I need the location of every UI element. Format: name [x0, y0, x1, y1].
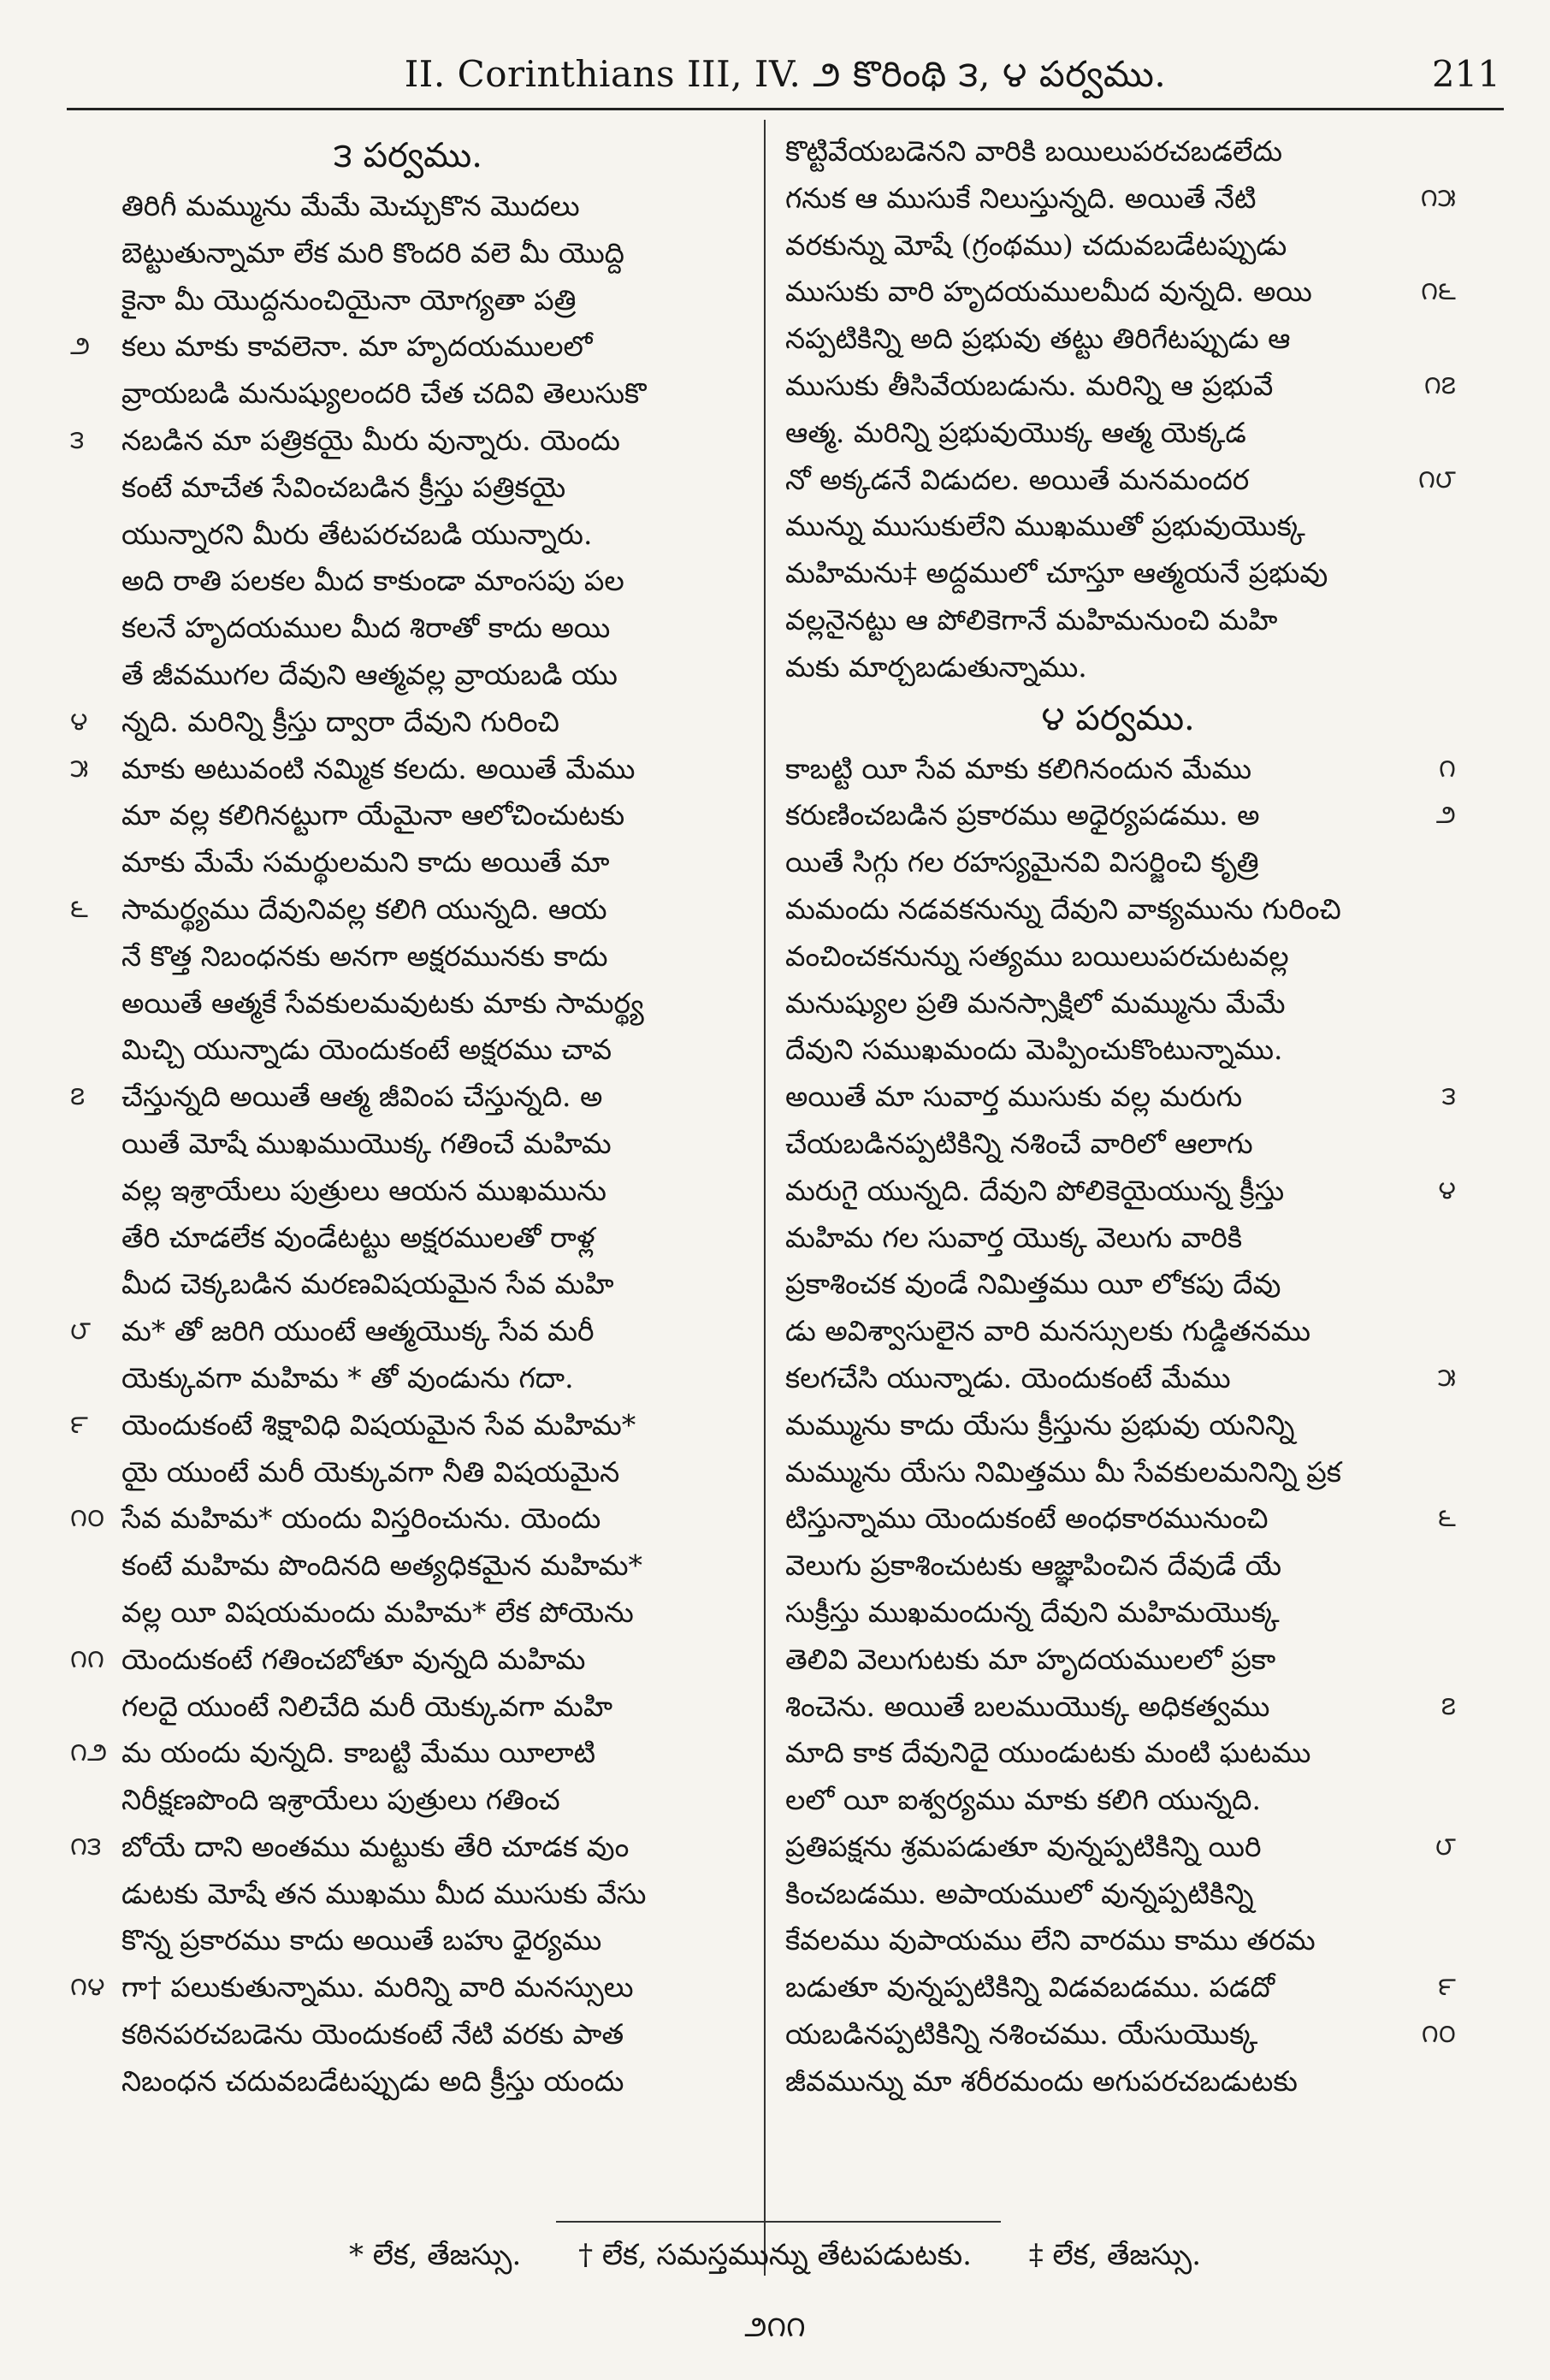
line-text: వల్ల యీ విషయమందు మహిమ* లేక పోయెను — [121, 1595, 634, 1629]
text-line — [70, 1355, 746, 1402]
line-text: న్నది. మరిన్ని క్రీస్తు ద్వారా దేవుని గురించి — [121, 704, 559, 738]
line-text: యితే మోషే ముఖముయొక్క గతించే మహిమ — [121, 1126, 612, 1160]
footnote-1: * లేక, తేజస్సు. — [348, 2238, 522, 2272]
verse-number: ౧౮ — [1417, 464, 1456, 494]
line-text: కఠినపరచబడెను యెందుకంటే నేటి వరకు పాత — [121, 2017, 624, 2051]
column-divider — [764, 120, 766, 2276]
line-text: ప్రకాశించక వుండే నిమిత్తము యీ లోకపు దేవు — [785, 1267, 1281, 1301]
text-line — [780, 222, 1456, 269]
line-text: చేయబడినప్పటికిన్ని నశించే వారిలో ఆలాగు — [785, 1126, 1253, 1160]
text-line — [70, 1027, 746, 1074]
verse-number: ౧౬ — [1421, 276, 1456, 307]
text-line — [780, 1449, 1456, 1496]
line-text: బెట్టుతున్నామా లేక మరి కొందరి వలె మీ యొద్ది — [121, 235, 624, 269]
page-signature: ౨౧౧ — [744, 2310, 806, 2344]
verse-number: ౧౦ — [70, 1503, 105, 1534]
line-text: శించెను. అయితే బలముయొక్క అధికత్వము — [785, 1689, 1270, 1723]
text-line — [70, 370, 746, 417]
text-line — [70, 1215, 746, 1262]
line-text: మున్ను ముసుకులేని ముఖముతో ప్రభువుయొక్క — [785, 509, 1305, 543]
line-text: కొట్టివేయబడెనని వారికి బయిలుపరచబడలేదు — [785, 134, 1283, 168]
line-text: సుక్రీస్తు ముఖమందున్న దేవుని మహిమయొక్క — [785, 1595, 1280, 1629]
text-line — [780, 1542, 1456, 1590]
line-text: కంటే మాచేత సేవించబడిన క్రీస్తు పత్రికయై — [121, 470, 566, 504]
text-line — [780, 839, 1456, 886]
left-column — [70, 128, 746, 2105]
line-text: మకు మార్చబడుతున్నాము. — [785, 649, 1087, 684]
text-line — [70, 1261, 746, 1308]
text-line — [70, 1402, 746, 1449]
text-line — [780, 886, 1456, 933]
text-line — [780, 644, 1456, 691]
footnote-2: † లేక, సమస్తమున్ను తేటపడుటకు. — [578, 2238, 972, 2272]
text-line — [780, 1684, 1456, 1731]
line-text: వల్లనైనట్టు ఆ పోలికెగానే మహిమనుంచి మహి — [785, 602, 1278, 636]
text-line — [780, 2011, 1456, 2058]
text-line — [780, 1777, 1456, 1824]
line-text: యబడినప్పటికిన్ని నశించము. యేసుయొక్క — [785, 2017, 1258, 2051]
verse-number: ౩ — [70, 424, 85, 455]
chapter-heading-4: ౪ పర్వము. — [1041, 698, 1195, 738]
line-text: తే జీవముగల దేవుని ఆత్మవల్ల వ్రాయబడి యు — [121, 657, 618, 691]
text-line — [780, 1871, 1456, 1918]
line-text: తెలివి వెలుగుటకు మా హృదయములలో ప్రకా — [785, 1642, 1276, 1676]
line-text: కలగచేసి యున్నాడు. యెందుకంటే మేము — [785, 1360, 1231, 1394]
text-line — [70, 512, 746, 559]
verse-number: ౧౨ — [70, 1738, 108, 1768]
text-line — [70, 1168, 746, 1215]
line-text: లలో యీ ఐశ్వర్యము మాకు కలిగి యున్నది. — [785, 1783, 1261, 1817]
verse-number: ౨ — [1435, 800, 1456, 831]
line-text: కలు మాకు కావలెనా. మా హృదయములలో — [121, 329, 593, 364]
line-text: మమందు నడవకనున్ను దేవుని వాక్యమును గురించి — [785, 891, 1341, 926]
line-text: మనుష్యుల ప్రతి మనస్సాక్షిలో మమ్మును మేమే — [785, 986, 1286, 1020]
line-text: నిరీక్షణపొంది ఇశ్రాయేలు పుత్రులు గతించ — [121, 1783, 560, 1817]
text-line — [70, 2011, 746, 2058]
line-text: మాది కాక దేవునిదై యుండుటకు మంటి ఘటము — [785, 1736, 1311, 1770]
line-text: సామర్థ్యము దేవునివల్ల కలిగి యున్నది. ఆయ — [121, 891, 607, 926]
line-text: ముసుకు వారి హృదయములమీద వున్నది. అయి — [785, 275, 1312, 309]
line-text: యై యుంటే మరీ యెక్కువగా నీతి విషయమైన — [121, 1454, 620, 1489]
verse-number: ౫ — [1437, 1362, 1456, 1393]
text-line — [780, 457, 1456, 504]
text-line — [70, 1308, 746, 1355]
text-line — [70, 933, 746, 980]
text-line — [70, 605, 746, 652]
line-text: మీద చెక్కబడిన మరణవిషయమైన సేవ మహి — [121, 1267, 614, 1301]
text-line — [70, 183, 746, 230]
running-header — [67, 38, 1504, 110]
text-line — [70, 417, 746, 465]
line-text: తిరిగీ మమ్మును మేమే మెచ్చుకొన మొదలు — [121, 189, 580, 222]
text-line — [780, 1730, 1456, 1777]
text-line — [70, 1777, 746, 1824]
text-line — [70, 1730, 746, 1777]
text-line — [70, 1590, 746, 1637]
text-line — [70, 277, 746, 324]
line-text: యితే సిగ్గు గల రహస్యమైనవి విసర్జించి కృత్రి — [785, 845, 1259, 879]
verse-number: ౧౦ — [1421, 2019, 1456, 2050]
text-line — [780, 1355, 1456, 1402]
text-line — [780, 175, 1456, 222]
text-line — [70, 1495, 746, 1542]
verse-number: ౧౩ — [70, 1831, 102, 1862]
line-text: మమ్మును యేసు నిమిత్తము మీ సేవకులమనిన్ని ప్రక — [785, 1454, 1341, 1489]
line-text: నో అక్కడనే విడుదల. అయితే మనమందర — [785, 462, 1250, 496]
text-line — [70, 1684, 746, 1731]
verse-number: ౭ — [1441, 1690, 1456, 1721]
line-text: మ యందు వున్నది. కాబట్టి మేము యీలాటి — [121, 1736, 596, 1770]
line-text: యెందుకంటే శిక్షావిధి విషయమైన సేవ మహిమ* — [121, 1407, 636, 1442]
text-line — [70, 2058, 746, 2105]
line-text: అయితే ఆత్మకే సేవకులమవుటకు మాకు సామర్థ్య — [121, 986, 644, 1020]
verse-number: ౬ — [1438, 1503, 1456, 1534]
line-text: వెలుగు ప్రకాశించుటకు ఆజ్ఞాపించిన దేవుడే యే — [785, 1548, 1282, 1583]
text-line — [780, 1121, 1456, 1168]
line-text: వంచించకనున్ను సత్యము బయిలుపరచుటవల్ల — [785, 938, 1289, 973]
line-text: నబడిన మా పత్రికయై మీరు వున్నారు. యెందు — [121, 423, 620, 457]
text-line — [70, 230, 746, 277]
text-line — [780, 933, 1456, 980]
line-text: మ* తో జరిగి యుంటే ఆత్మయొక్క సేవ మరీ — [121, 1314, 595, 1348]
text-line — [780, 792, 1456, 839]
line-text: ఆత్మ. మరిన్ని ప్రభువుయొక్క ఆత్మ యెక్కడ — [785, 415, 1246, 449]
text-line — [70, 1121, 746, 1168]
text-line — [70, 1871, 746, 1918]
text-line — [70, 1637, 746, 1684]
text-line — [70, 886, 746, 933]
verse-number: ౫ — [70, 753, 89, 784]
text-line — [780, 1168, 1456, 1215]
text-line — [780, 2058, 1456, 2105]
line-text: మహిమ గల సువార్త యొక్క వెలుగు వారికి — [785, 1220, 1243, 1254]
line-text: మా వల్ల కలిగినట్టుగా యేమైనా ఆలోచించుటకు — [121, 798, 625, 832]
verse-number: ౪ — [1438, 1175, 1456, 1205]
verse-number: ౭ — [70, 1081, 86, 1112]
text-line — [780, 410, 1456, 457]
verse-number: ౯ — [1438, 1972, 1456, 2003]
text-line — [70, 1449, 746, 1496]
right-text-lines-top — [780, 128, 1456, 691]
text-line — [70, 652, 746, 699]
right-column — [780, 128, 1456, 2105]
verse-number: ౨ — [70, 331, 91, 362]
line-text: కంటే మహిమ పొందినది అత్యధికమైన మహిమ* — [121, 1548, 643, 1583]
verse-number: ౧౧ — [70, 1643, 104, 1674]
text-line — [780, 128, 1456, 175]
text-line — [780, 1495, 1456, 1542]
text-line — [780, 1402, 1456, 1449]
line-text: జీవమున్ను మా శరీరమందు అగుపరచబడుటకు — [785, 2063, 1298, 2098]
line-text: కాబట్టి యీ సేవ మాకు కలిగినందున మేము — [785, 751, 1252, 785]
text-line — [70, 323, 746, 370]
text-line — [780, 1590, 1456, 1637]
line-text: మాకు అటువంటి నమ్మిక కలదు. అయితే మేము — [121, 751, 636, 785]
text-line — [780, 1215, 1456, 1262]
verse-number: ౧౭ — [1423, 370, 1456, 400]
text-line — [70, 465, 746, 512]
line-text: దేవుని సముఖమందు మెప్పించుకొంటున్నాము. — [785, 1033, 1283, 1067]
right-text-lines-bottom — [780, 746, 1456, 2105]
text-line — [780, 980, 1456, 1027]
footnotes — [0, 2238, 1550, 2279]
text-line — [780, 1074, 1456, 1121]
line-text: వరకున్ను మోషే (గ్రంథము) చదువబడేటప్పుడు — [785, 228, 1287, 262]
text-line — [70, 839, 746, 886]
line-text: తేరి చూడలేక వుండేటట్టు అక్షరములతో రాళ్ల — [121, 1220, 595, 1254]
line-text: మమ్మును కాదు యేసు క్రీస్తును ప్రభువు యనిన్ని — [785, 1407, 1295, 1442]
line-text: టిస్తున్నాము యెందుకంటే అంధకారమునుంచి — [785, 1501, 1269, 1536]
text-line — [70, 1824, 746, 1871]
line-text: కేవలము వుపాయము లేని వారము కాము తరమ — [785, 1923, 1316, 1957]
line-text: బోయే దాని అంతము మట్టుకు తేరి చూడక వుం — [121, 1829, 630, 1863]
line-text: మరుగై యున్నది. దేవుని పోలికెయైయున్న క్రీస్తు — [785, 1173, 1285, 1207]
line-text: డుటకు మోషే తన ముఖము మీద ముసుకు వేసు — [121, 1876, 647, 1910]
line-text: నప్పటికిన్ని అది ప్రభువు తట్టు తిరిగేటప్పుడు ఆ — [785, 322, 1291, 356]
text-line — [70, 558, 746, 605]
line-text: నే కొత్త నిబంధనకు అనగా అక్షరమునకు కాదు — [121, 938, 608, 973]
line-text: గలదై యుంటే నిలిచేది మరీ యెక్కువగా మహి — [121, 1689, 613, 1723]
text-line — [70, 792, 746, 839]
line-text: మాకు మేమే సమర్థులమని కాదు అయితే మా — [121, 845, 610, 879]
line-text: అది రాతి పలకల మీద కాకుండా మాంసపు పల — [121, 564, 624, 598]
chapter-heading-3: ౩ పర్వము. — [334, 136, 482, 175]
line-text: యున్నారని మీరు తేటపరచబడి యున్నారు. — [121, 517, 593, 551]
text-line — [780, 746, 1456, 793]
line-text: అయితే మా సువార్త ముసుకు వల్ల మరుగు — [785, 1080, 1243, 1114]
line-text: యెందుకంటే గతించబోతూ వున్నది మహిమ — [121, 1642, 586, 1676]
line-text: గనుక ఆ ముసుకే నిలుస్తున్నది. అయితే నేటి — [785, 181, 1257, 215]
line-text: ప్రతిపక్షను శ్రమపడుతూ వున్నప్పటికిన్ని యిరి — [785, 1829, 1262, 1863]
line-text: బడుతూ వున్నప్పటికిన్ని విడవబడము. పడదో — [785, 1970, 1275, 2004]
footnote-3: ‡ లేక, తేజస్సు. — [1028, 2238, 1202, 2272]
line-text: మహిమను‡ అద్దములో చూస్తూ ఆత్మయనే ప్రభువు — [785, 556, 1328, 590]
text-line — [70, 1542, 746, 1590]
text-line — [780, 597, 1456, 644]
line-text: వ్రాయబడి మనుష్యులందరి చేత చదివి తెలుసుకొ — [121, 376, 647, 411]
verse-number: ౧ — [1439, 753, 1456, 784]
line-text: కరుణించబడిన ప్రకారము అధైర్యపడము. అ — [785, 798, 1260, 832]
text-line — [780, 1637, 1456, 1684]
verse-number: ౮ — [70, 1316, 92, 1347]
line-text: కలనే హృదయముల మీద శిరాతో కాదు అయి — [121, 611, 611, 645]
line-text: సేవ మహిమ* యందు విస్తరించును. యెందు — [121, 1501, 601, 1536]
line-text: గా† పలుకుతున్నాము. మరిన్ని వారి మనస్సులు — [121, 1970, 634, 2004]
line-text: కించబడము. అపాయములో వున్నప్పటికిన్ని — [785, 1876, 1254, 1910]
line-text: చేస్తున్నది అయితే ఆత్మ జీవింప చేస్తున్నది. అ — [121, 1080, 603, 1114]
text-line — [780, 1824, 1456, 1871]
text-line — [70, 1917, 746, 1964]
text-line — [70, 746, 746, 793]
line-text: మిచ్చి యున్నాడు యెందుకంటే అక్షరము చావ — [121, 1033, 612, 1067]
text-line — [780, 269, 1456, 316]
page-number: 211 — [1431, 53, 1500, 95]
text-line — [780, 550, 1456, 597]
verse-number: ౪ — [70, 706, 88, 737]
left-text-lines — [70, 183, 746, 2105]
text-line — [70, 980, 746, 1027]
text-line — [780, 1261, 1456, 1308]
header-title: II. Corinthians III, IV. ౨ కొరింథి ౩, ౪ పర్వము. — [404, 53, 1167, 95]
text-line — [780, 1917, 1456, 1964]
verse-number: ౧౫ — [1420, 182, 1456, 213]
footnote-rule — [556, 2221, 1001, 2223]
verse-number: ౧౪ — [70, 1972, 105, 2003]
line-text: ముసుకు తీసివేయబడును. మరిన్ని ఆ ప్రభువే — [785, 368, 1274, 402]
line-text: కైనా మీ యొద్దనుంచియైనా యోగ్యతా పత్రి — [121, 282, 577, 317]
line-text: నిబంధన చదువబడేటప్పుడు అది క్రీస్తు యందు — [121, 2063, 624, 2098]
verse-number: ౯ — [70, 1409, 88, 1440]
line-text: వల్ల ఇశ్రాయేలు పుత్రులు ఆయన ముఖమును — [121, 1173, 606, 1207]
verse-number: ౬ — [70, 893, 88, 924]
text-line — [780, 363, 1456, 410]
text-line — [70, 699, 746, 746]
text-line — [780, 316, 1456, 363]
line-text: కొన్న ప్రకారము కాదు అయితే బహు ధైర్యము — [121, 1923, 602, 1957]
text-line — [780, 1308, 1456, 1355]
verse-number: ౮ — [1435, 1831, 1456, 1862]
text-line — [70, 1964, 746, 2011]
text-line — [780, 1027, 1456, 1074]
line-text: యెక్కువగా మహిమ * తో వుండును గదా. — [121, 1360, 574, 1394]
text-line — [780, 503, 1456, 550]
text-line — [780, 1964, 1456, 2011]
verse-number: ౩ — [1441, 1081, 1456, 1112]
line-text: డు అవిశ్వాసులైన వారి మనస్సులకు గుడ్డితనము — [785, 1314, 1311, 1348]
text-line — [70, 1074, 746, 1121]
